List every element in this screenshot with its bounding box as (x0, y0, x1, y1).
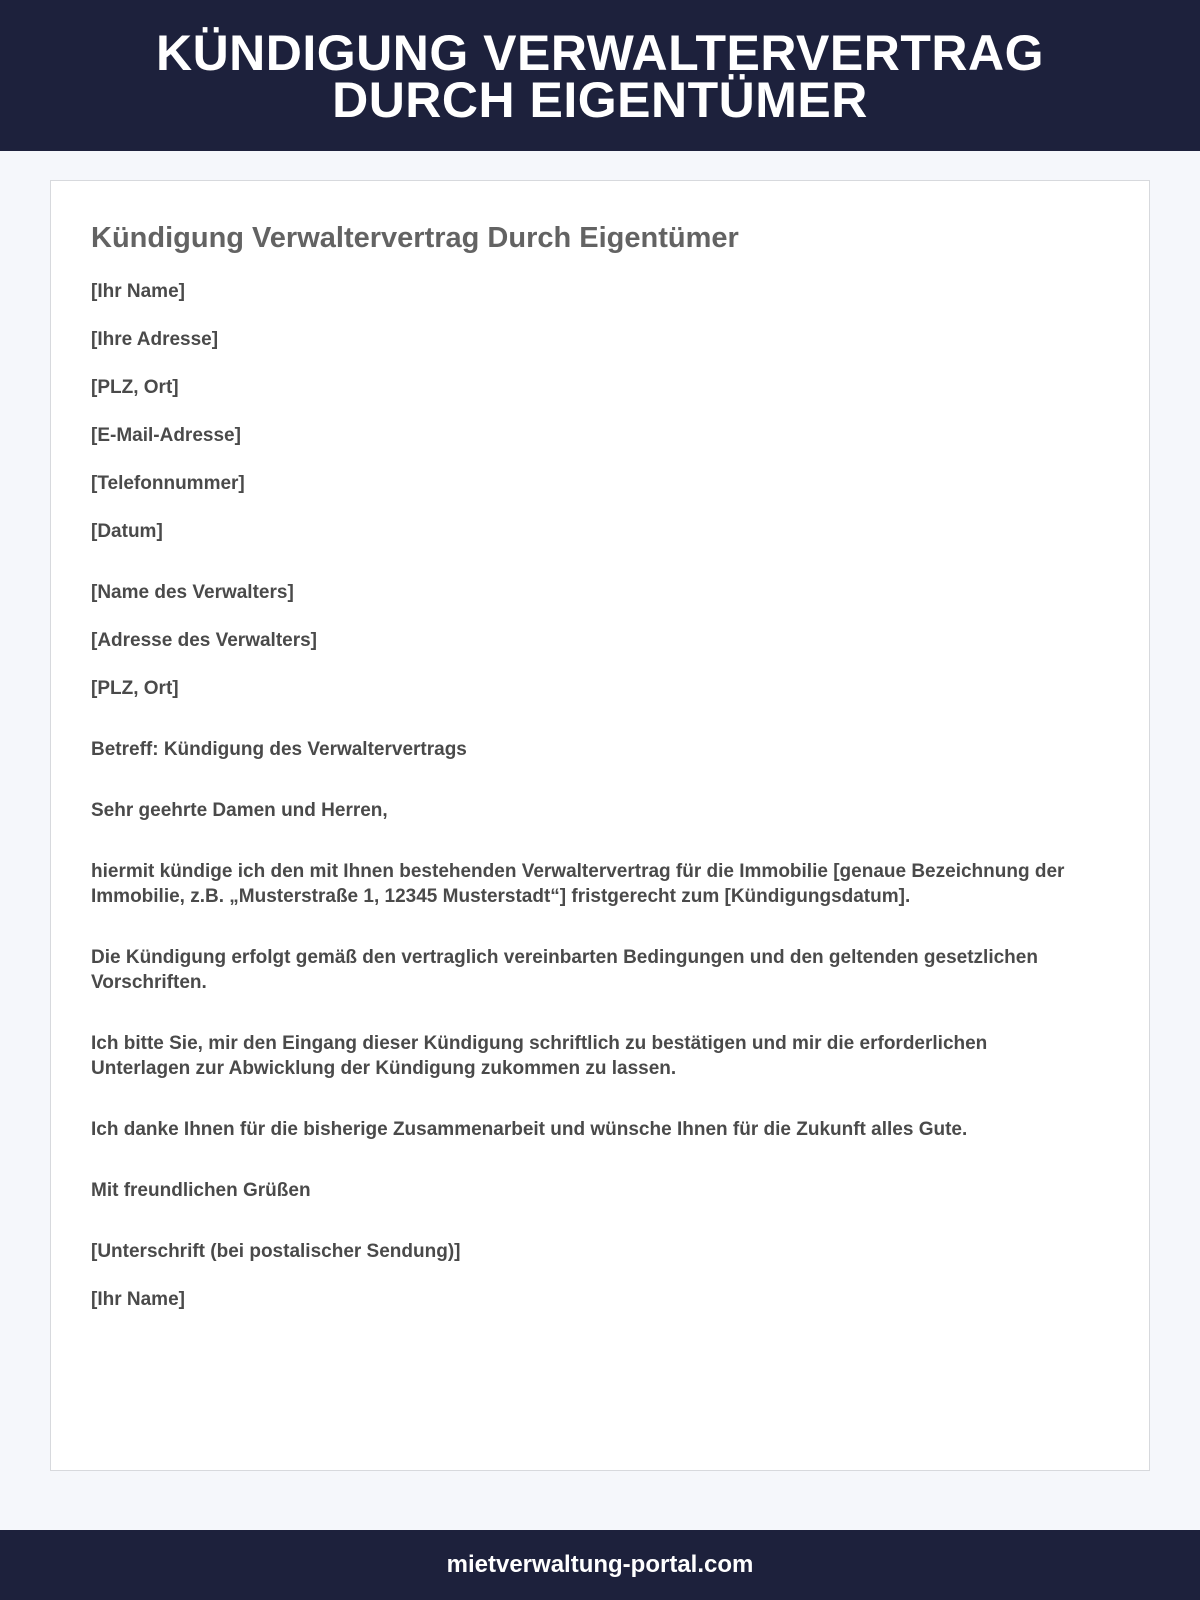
body-paragraph-4: Ich danke Ihnen für die bisherige Zusammenarbeit und wünsche Ihnen für die Zukunft alles Gute. (91, 1119, 968, 1140)
signer-name: [Ihr Name] (91, 1289, 185, 1310)
page-title (0, 25, 1200, 128)
sender-address: [Ihre Adresse] (91, 329, 219, 350)
page-title-line-2: DURCH EIGENTÜMER (332, 72, 868, 128)
letter-date: [Datum] (91, 521, 163, 542)
sender-postal-city: [PLZ, Ort] (91, 377, 179, 398)
recipient-name: [Name des Verwalters] (91, 582, 294, 603)
document-title: Kündigung Verwaltervertrag Durch Eigentümer (91, 222, 739, 254)
page-title-line-1: KÜNDIGUNG VERWALTERVERTRAG (155, 25, 1045, 81)
recipient-address: [Adresse des Verwalters] (91, 630, 318, 651)
recipient-postal-city: [PLZ, Ort] (91, 678, 179, 699)
body-paragraph-1: hiermit kündige ich den mit Ihnen bestehenden Verwaltervertrag für die Immobilie [genaue Bezeichnung der Immobilie, z.B. „Musterstraße 1, 12345 Musterstadt“] fristgerecht zum [Kündigungsdatum]. (91, 861, 1065, 907)
letter-salutation: Sehr geehrte Damen und Herren, (91, 800, 388, 821)
page-footer (0, 1530, 1200, 1600)
body-paragraph-2: Die Kündigung erfolgt gemäß den vertraglich vereinbarten Bedingungen und den geltenden gesetzlichen Vorschriften. (91, 947, 1038, 993)
body-paragraph-3: Ich bitte Sie, mir den Eingang dieser Kündigung schriftlich zu bestätigen und mir die erforderlichen Unterlagen zur Abwicklung der Kündigung zukommen zu lassen. (91, 1033, 988, 1079)
letter-content (91, 221, 1091, 1312)
sender-email: [E-Mail-Adresse] (91, 425, 241, 446)
letter-subject: Betreff: Kündigung des Verwaltervertrags (91, 739, 467, 760)
page-header (0, 0, 1200, 151)
signature-placeholder: [Unterschrift (bei postalischer Sendung)] (91, 1241, 461, 1262)
sender-name: [Ihr Name] (91, 281, 185, 302)
footer-site-text: mietverwaltung-portal.com (446, 1551, 754, 1578)
letter-document (50, 180, 1150, 1471)
letter-closing: Mit freundlichen Grüßen (91, 1180, 311, 1201)
sender-phone: [Telefonnummer] (91, 473, 245, 494)
